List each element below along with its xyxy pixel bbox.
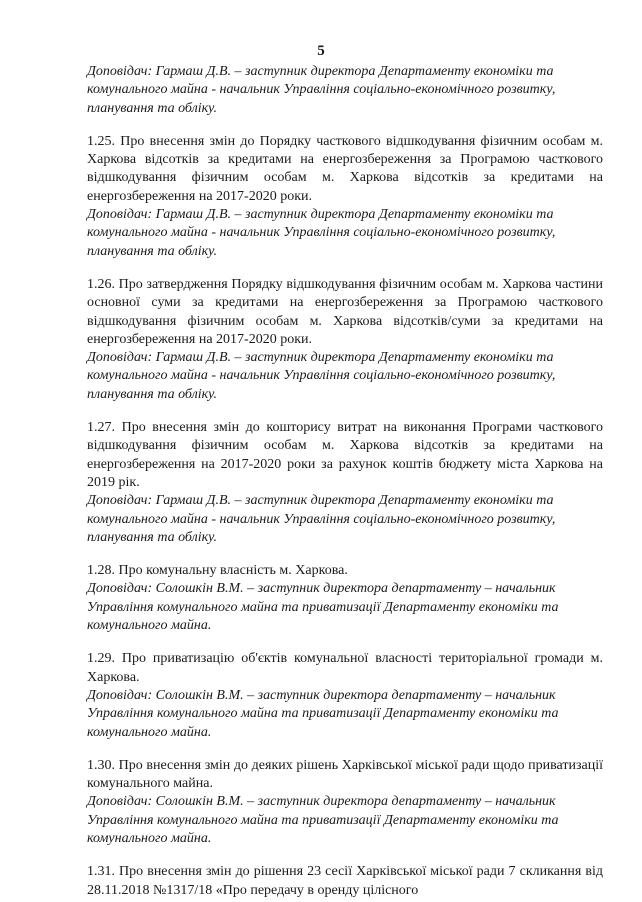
agenda-item-text: 1.27. Про внесення змін до кошторису витрат на виконання Програми часткового відшкодування фізичним особам м. Харкова відсотків за кредитами на енергозбереження на 2017-2020 роки за рахунок коштів бюджету міста Харкова на 2019 рік. <box>87 420 603 490</box>
reporter-line: Доповідач: Солошкін В.М. – заступник директора департаменту – начальник Управління комунального майна та приватизації Департаменту економіки та комунального майна. <box>87 687 559 740</box>
reporter-line: Доповідач: Гармаш Д.В. – заступник директора Департаменту економіки та комунального майна - начальник Управління соціально-економічного розвитку, планування та обліку. <box>87 350 556 402</box>
reporter-line: Доповідач: Гармаш Д.В. – заступник директора Департаменту економіки та комунального майна - начальник Управління соціально-економічного розвитку, планування та обліку. <box>87 64 556 116</box>
agenda-item-text: 1.31. Про внесення змін до рішення 23 сесії Харківської міської ради 7 скликання від 28.11.2018 №1317/18 «Про передачу в оренду цілісного <box>87 864 603 898</box>
reporter-line: Доповідач: Солошкін В.М. – заступник директора департаменту – начальник Управління комунального майна та приватизації Департаменту економіки та комунального майна. <box>87 581 559 634</box>
agenda-item-text: 1.25. Про внесення змін до Порядку часткового відшкодування фізичним особам м. Харкова відсотків за кредитами на енергозбереження за Програмою часткового відшкодування фізичним особам м. Харкова відсотків за кредитами на енергозбереження на 2017-2020 роки. <box>87 133 603 204</box>
agenda-item-1-25 <box>87 133 603 261</box>
reporter-line: Доповідач: Гармаш Д.В. – заступник директора Департаменту економіки та комунального майна - начальник Управління соціально-економічного розвитку, планування та обліку. <box>87 493 556 545</box>
agenda-item-text: 1.30. Про внесення змін до деяких рішень Харківської міської ради щодо приватизації комунального майна. <box>87 757 603 792</box>
agenda-item-1-26 <box>87 276 603 404</box>
agenda-item-text: 1.29. Про приватизацію об'єктів комунальної власності територіальної громади м. Харкова. <box>87 651 603 685</box>
agenda-item-1-27 <box>87 419 603 547</box>
reporter-line: Доповідач: Солошкін В.М. – заступник директора департаменту – начальник Управління комунального майна та приватизації Департаменту економіки та комунального майна. <box>87 794 559 846</box>
agenda-item-1-28 <box>87 562 603 635</box>
agenda-item-1-30 <box>87 757 603 848</box>
reporter-line: Доповідач: Гармаш Д.В. – заступник директора Департаменту економіки та комунального майна - начальник Управління соціально-економічного розвитку, планування та обліку. <box>87 207 556 259</box>
agenda-item-text: 1.26. Про затвердження Порядку відшкодування фізичним особам м. Харкова частини основної суми за кредитами на енергозбереження за Програмою часткового відшкодування фізичним особам м. Харкова відсотків/суми за кредитами на енергозбереження на 2017-2020 роки. <box>87 276 603 347</box>
agenda-item-1-29 <box>87 650 603 741</box>
agenda-item-1-31 <box>87 863 603 900</box>
agenda-item-text: 1.28. Про комунальну власність м. Харкова. <box>87 563 348 579</box>
agenda-content <box>87 63 603 900</box>
page-number: 5 <box>317 43 325 59</box>
